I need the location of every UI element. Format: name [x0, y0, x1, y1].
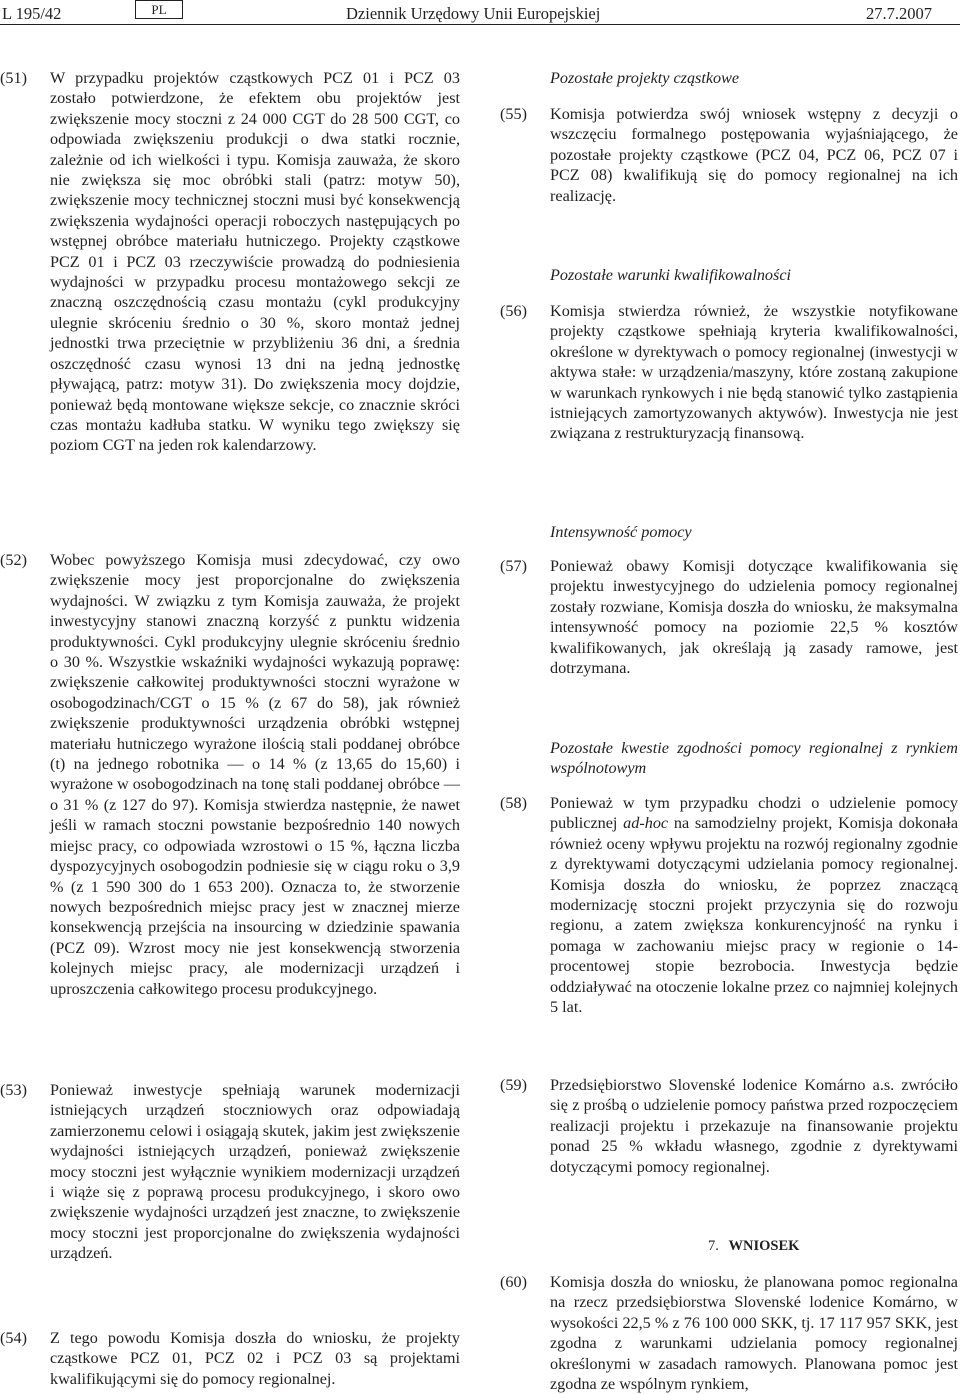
recital-text: Ponieważ obawy Komisji dotyczące kwalifikowania się projektu inwestycyjnego do udzielenia pomocy regionalnej zostały rozwiane, Komisja doszła do wniosku, że maksymalna intensywność pomocy na poziomie 22,5 % kosztów kwalifikowanych, jak określają ją zasady ramowe, jest dotrzymana.	[550, 557, 958, 678]
recital-number: (59)	[500, 1076, 527, 1094]
recital-number: (53)	[0, 1081, 27, 1099]
recital-text: W przypadku projektów cząstkowych PCZ 01 i PCZ 03 zostało potwierdzone, że efektem obu projektów jest zwiększenie mocy stoczni z 24 000 CGT do 28 500 CGT, co odpowiada zwiększeniu produkcji o dwa statki rocznie, zależnie od ich wielkości i typu. Komisja zauważa, że skoro nie zwiększa się moc obróbki stali (patrz: motyw 50), zwiększenie mocy technicznej stoczni musi być konsekwencją zwiększenia wydajności operacji roboczych następujących po wstępnej obróbce materiału hutniczego. Projekty cząstkowe PCZ 01 i PCZ 03 rzeczywiście prowadzą do podniesienia wydajności w przypadku procesu montażowego sekcji ze znaczną oszczędnością czasu montażu (cykl produkcyjny ulegnie skróceniu średnio o 30 %, skoro montaż jednej jednostki trwa przeciętnie w przybliżeniu 36 dni, a średnia oszczędność czasu wynosi 13 dni na jedną jednostkę pływającą, patrz: motyw 31). Do zwiększenia mocy dojdzie, ponieważ będą montowane większe sekcje, co znacznie skróci czas montażu kadłuba statku. W wyniku tego zwiększy się poziom CGT na jeden rok kalendarzowy.	[50, 69, 460, 455]
recital-text: Wobec powyższego Komisja musi zdecydować, czy owo zwiększenie mocy jest proporcjonalne do zwiększenia wydajności. W związku z tym Komisja zauważa, że projekt inwestycyjny stanowi znaczną korzyść z punktu widzenia produktywności. Cykl produkcyjny ulegnie skróceniu średnio o 30 %. Wszystkie wskaźniki wydajności wykazują poprawę: zwiększenie całkowitej produktywności stoczni wyrażone w osobogodzinach/CGT o 15 % (z 67 do 58), jak również zwiększenie produktywności urządzenia obróbki wstępnej materiału hutniczego wyrażone ilością stali poddanej obróbce (t) na jednego robotnika — o 14 % (z 13,65 do 15,60) i wyrażone w osobogodzinach na tonę stali poddanej obróbce — o 31 % (z 127 do 97). Komisja stwierdza następnie, że nawet jeśli w ramach stoczni powstanie bezpośrednio 140 nowych miejsc pracy, co odpowiada wzrostowi o 15 %, łączna liczba dyspozycyjnych osobogodzin podniesie się w ciągu roku o 3,9 % (z 1 590 300 do 1 653 200). Oznacza to, że stworzenie nowych bezpośrednich miejsc pracy jest w znacznej mierze konsekwencją przejścia na insourcing w dziedzinie spawania (PCZ 09). Wzrost mocy nie jest konsekwencją stworzenia kolejnych miejsc pracy, ale modernizacji urządzeń i uproszczenia całkowitego procesu produkcyjnego.	[50, 551, 460, 998]
recital-52	[0, 550, 460, 1030]
recital-59	[500, 1075, 958, 1185]
header-rule	[0, 24, 960, 25]
recital-text: Ponieważ inwestycje spełniają warunek modernizacji istniejących urządzeń stoczniowych oraz odpowiadają zamierzonemu celowi i osiągają skutek, jakim jest zwiększenie wydajności istniejących urządzeń, ponieważ zwiększenie mocy stoczni jest wyłącznie wynikiem modernizacji urządzeń i wiąże się z poprawą procesu produkcyjnego, i skoro owo zwiększenie wydajności urządzeń jest znaczne, to zwiększenie mocy stoczni jest proporcjonalne do zwiększenia wydajności urządzeń.	[50, 1081, 460, 1263]
heading-aid-intensity: Intensywność pomocy	[550, 523, 692, 541]
publication-date: 27.7.2007	[866, 4, 932, 23]
recital-55	[500, 104, 958, 214]
recital-number: (60)	[500, 1273, 527, 1291]
journal-title: Dziennik Urzędowy Unii Europejskiej	[346, 4, 601, 23]
recital-number: (56)	[500, 302, 527, 320]
recital-text: Komisja stwierdza również, że wszystkie notyfikowane projekty cząstkowe spełniają kryteria kwalifikowalności, określone w dyrektywach o pomocy regionalnej (inwestycji w aktywa stałe: w urządzenia/maszyny, które zostaną zakupione w warunkach rynkowych i nie będą stanowić tylko zastąpienia istniejących zamortyzowanych aktywów). Inwestycja nie jest związana z restrukturyzacją finansową.	[550, 302, 958, 443]
page-reference: L 195/42	[2, 4, 62, 23]
recital-number: (52)	[0, 551, 27, 569]
recital-57	[500, 556, 958, 686]
recital-text	[550, 793, 958, 1017]
recital-text: Z tego powodu Komisja doszła do wniosku, że projekty cząstkowe PCZ 01, PCZ 02 i PCZ 03 są projektami kwalifikującymi się do pomocy regionalnej.	[50, 1329, 460, 1388]
recital-text-part: na samodzielny projekt, Komisja dokonała również oceny wpływu projektu na rozwój regionalny zgodnie z dyrektywami dotyczącymi udzielania pomocy regionalnej. Komisja doszła do wniosku, że poprzez znaczącą modernizację stoczni projekt przyczynia się do rozwoju regionu, a zatem zwiększa konkurencyjność na rynku i pomaga w zachowaniu miejsc pracy w regionie o 14-procentowej stopie bezrobocia. Inwestycja będzie oddziaływać na otoczenie lokalne przez co najmniej kolejnych 5 lat.	[550, 814, 959, 1017]
recital-number: (55)	[500, 105, 527, 123]
section-title: WNIOSEK	[728, 1238, 800, 1254]
recital-number: (58)	[500, 794, 527, 812]
recital-text-part: Ponieważ w tym przypadku chodzi o udzielenie pomocy publicznej	[550, 794, 958, 833]
recital-number: (54)	[0, 1329, 27, 1347]
recital-51	[0, 68, 460, 508]
heading-other-conditions: Pozostałe warunki kwalifikowalności	[550, 266, 792, 284]
language-badge: PL	[135, 0, 183, 19]
recital-text-italic: ad-hoc	[623, 814, 669, 833]
recital-58	[500, 793, 958, 1053]
recital-number: (51)	[0, 69, 27, 87]
recital-number: (57)	[500, 557, 527, 575]
recital-54	[0, 1328, 460, 1394]
heading-compatibility: Pozostałe kwestie zgodności pomocy regionalnej z rynkiem wspólnotowym	[550, 739, 958, 778]
page-header	[0, 0, 960, 24]
recital-60	[500, 1272, 958, 1393]
section-number: 7.	[708, 1238, 719, 1254]
recital-text: Przedsiębiorstwo Slovenské lodenice Komárno a.s. zwróciło się z prośbą o udzielenie pomocy państwa przed rozpoczęciem realizacji projektu i przekazuje na finansowanie projektu ponad 25 % wkładu własnego, zgodnie z dyrektywami dotyczącymi pomocy regionalnej.	[550, 1076, 958, 1176]
heading-other-projects: Pozostałe projekty cząstkowe	[550, 69, 740, 87]
recital-text: Komisja doszła do wniosku, że planowana pomoc regionalna na rzecz przedsiębiorstwa Slovenské lodenice Komárno, w wysokości 22,5 % z 76 100 000 SKK, tj. 17 117 957 SKK, jest zgodna z warunkami udzielania pomocy regionalnej określonymi w zasadach ramowych. Planowana pomoc jest zgodna ze wspólnym rynkiem,	[550, 1273, 958, 1393]
recital-53	[0, 1080, 460, 1280]
section-7-heading	[708, 1236, 799, 1256]
recital-text: Komisja potwierdza swój wniosek wstępny z decyzji o wszczęciu formalnego postępowania wyjaśniającego, że pozostałe projekty cząstkowe (PCZ 04, PCZ 06, PCZ 07 i PCZ 08) kwalifikują się do pomocy regionalnej na ich realizację.	[550, 105, 958, 205]
recital-56	[500, 301, 958, 471]
